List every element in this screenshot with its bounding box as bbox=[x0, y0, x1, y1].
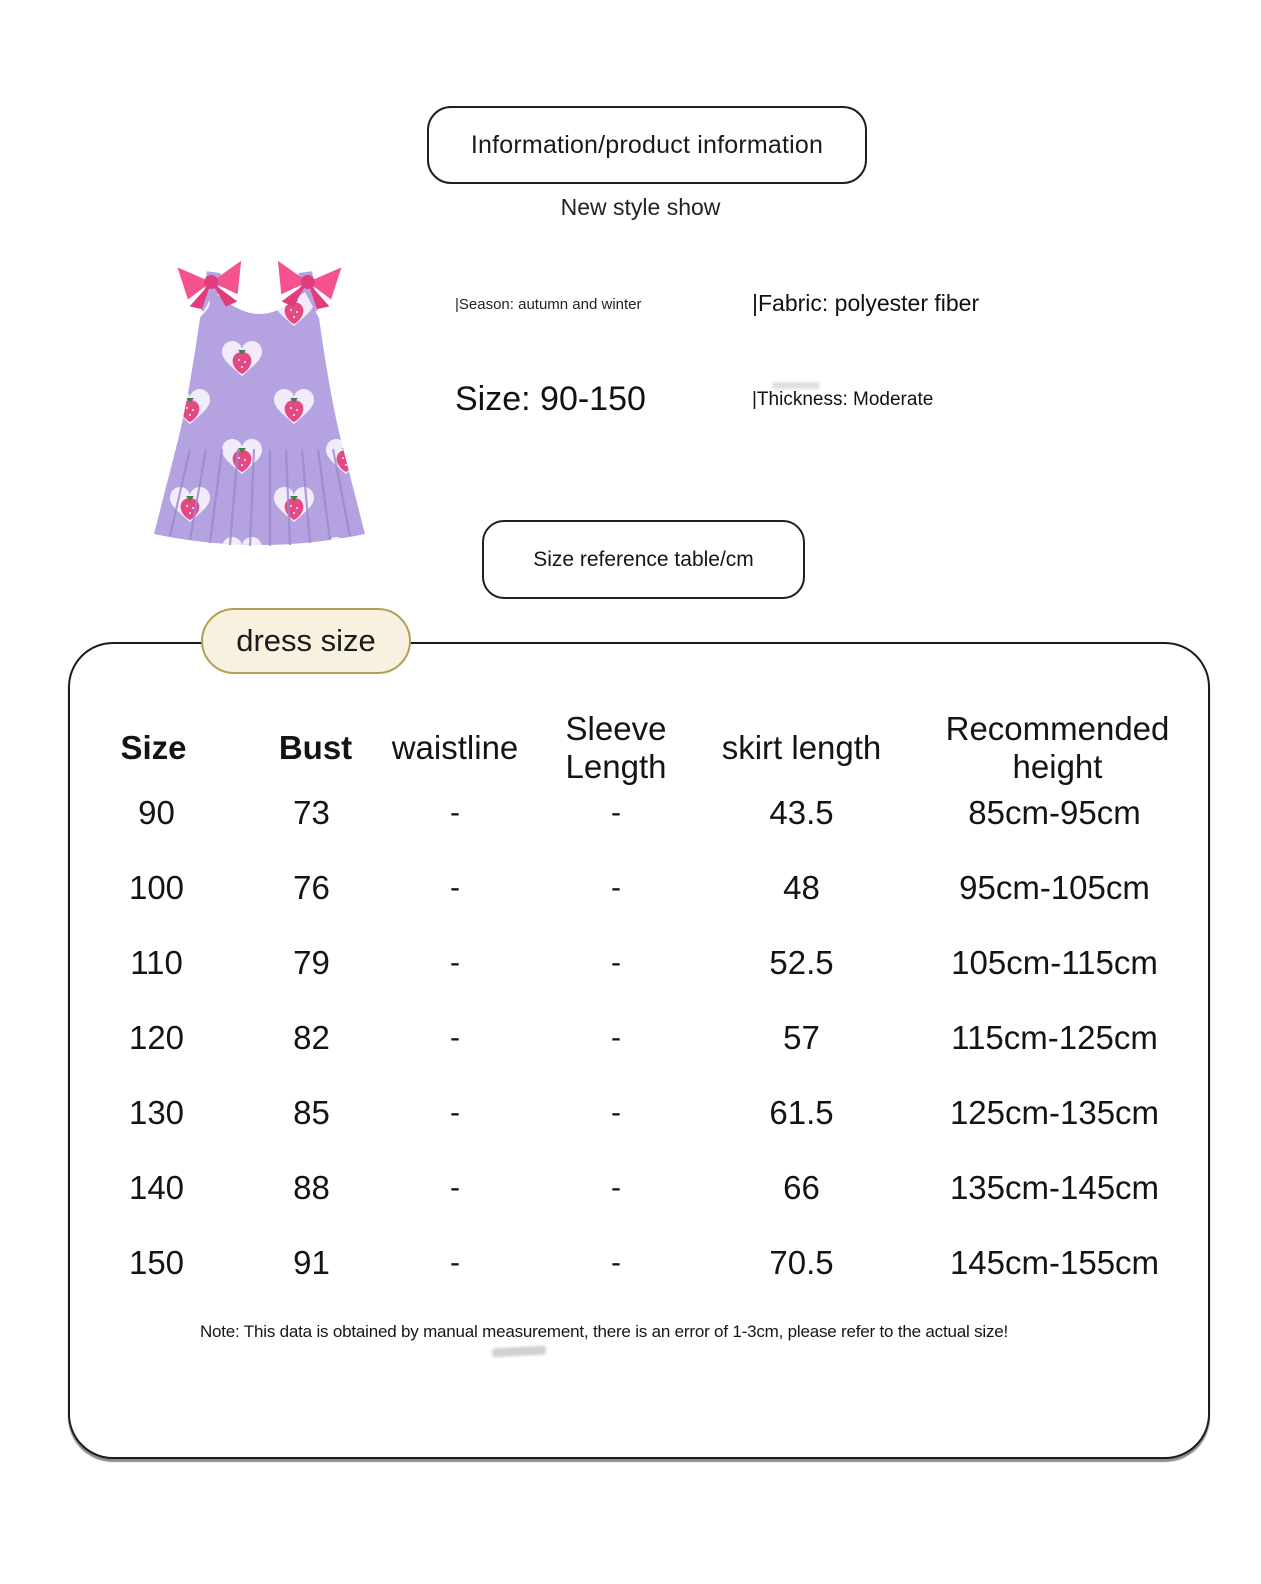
cell-size: 110 bbox=[130, 943, 183, 981]
cell-bust: 82 bbox=[293, 1018, 330, 1056]
cell-skirt-length: 61.5 bbox=[769, 1093, 834, 1131]
size-table-body bbox=[70, 775, 1208, 1300]
cell-recommended-height: 95cm-105cm bbox=[959, 868, 1150, 906]
cell-sleeve-length: - bbox=[611, 1020, 621, 1054]
cell-recommended-height: 145cm-155cm bbox=[949, 1243, 1160, 1281]
measurement-note: Note: This data is obtained by manual measurement, there is an error of 1-3cm, please refer to the actual size! bbox=[199, 1322, 1009, 1341]
cell-waistline: - bbox=[450, 1095, 460, 1129]
cell-recommended-height: 85cm-95cm bbox=[968, 793, 1141, 831]
table-row-size-130 bbox=[70, 1075, 1208, 1150]
information-banner-button[interactable]: Information/product information bbox=[427, 106, 867, 184]
cell-size: 90 bbox=[138, 793, 175, 831]
fabric-attribute: |Fabric: polyester fiber bbox=[752, 290, 980, 316]
cell-waistline: - bbox=[450, 1245, 460, 1279]
column-header-size: Size bbox=[120, 729, 187, 766]
column-header-skirt-length: skirt length bbox=[721, 729, 882, 766]
cell-skirt-length: 66 bbox=[783, 1168, 820, 1206]
cell-size: 150 bbox=[128, 1243, 185, 1281]
cell-bust: 88 bbox=[293, 1168, 330, 1206]
size-table-card bbox=[68, 642, 1210, 1459]
table-row-size-90 bbox=[70, 775, 1208, 850]
new-style-show-subtitle: New style show bbox=[560, 194, 721, 220]
scan-artifact-smudge bbox=[772, 382, 820, 389]
cell-bust: 79 bbox=[293, 943, 330, 981]
cell-sleeve-length: - bbox=[611, 795, 621, 829]
size-range-attribute: Size: 90-150 bbox=[455, 380, 646, 418]
size-reference-button[interactable]: Size reference table/cm bbox=[482, 520, 805, 599]
cell-bust: 85 bbox=[293, 1093, 330, 1131]
cell-size: 130 bbox=[128, 1093, 185, 1131]
tab-dress-size[interactable]: dress size bbox=[201, 608, 411, 674]
cell-skirt-length: 52.5 bbox=[769, 943, 834, 981]
cell-skirt-length: 70.5 bbox=[769, 1243, 834, 1281]
cell-sleeve-length: - bbox=[611, 870, 621, 904]
size-table-header-row bbox=[70, 710, 1208, 785]
thickness-attribute: |Thickness: Moderate bbox=[752, 389, 934, 410]
cell-waistline: - bbox=[450, 945, 460, 979]
table-row-size-100 bbox=[70, 850, 1208, 925]
table-row-size-110 bbox=[70, 925, 1208, 1000]
cell-waistline: - bbox=[450, 1170, 460, 1204]
column-header-recommended-height: Recommended height bbox=[945, 710, 1170, 785]
cell-recommended-height: 135cm-145cm bbox=[949, 1168, 1160, 1206]
cell-sleeve-length: - bbox=[611, 1170, 621, 1204]
cell-sleeve-length: - bbox=[611, 945, 621, 979]
table-row-size-120 bbox=[70, 1000, 1208, 1075]
table-row-size-140 bbox=[70, 1150, 1208, 1225]
cell-sleeve-length: - bbox=[611, 1095, 621, 1129]
cell-waistline: - bbox=[450, 870, 460, 904]
purple-strawberry-dress-icon bbox=[112, 238, 407, 560]
cell-sleeve-length: - bbox=[611, 1245, 621, 1279]
cell-waistline: - bbox=[450, 1020, 460, 1054]
cell-skirt-length: 48 bbox=[783, 868, 820, 906]
cell-skirt-length: 43.5 bbox=[769, 793, 834, 831]
cell-size: 100 bbox=[128, 868, 185, 906]
cell-recommended-height: 105cm-115cm bbox=[951, 943, 1158, 981]
season-attribute: |Season: autumn and winter bbox=[455, 296, 642, 313]
cell-recommended-height: 115cm-125cm bbox=[951, 1018, 1158, 1056]
column-header-bust: Bust bbox=[278, 729, 353, 766]
product-image-dress bbox=[112, 238, 407, 560]
cell-bust: 91 bbox=[293, 1243, 330, 1281]
cell-size: 140 bbox=[128, 1168, 185, 1206]
cell-size: 120 bbox=[128, 1018, 185, 1056]
cell-recommended-height: 125cm-135cm bbox=[949, 1093, 1160, 1131]
table-row-size-150 bbox=[70, 1225, 1208, 1300]
cell-skirt-length: 57 bbox=[783, 1018, 820, 1056]
cell-bust: 76 bbox=[293, 868, 330, 906]
cell-bust: 73 bbox=[293, 793, 330, 831]
column-header-waistline: waistline bbox=[391, 729, 519, 766]
cell-waistline: - bbox=[450, 795, 460, 829]
column-header-sleeve-length: Sleeve Length bbox=[565, 710, 667, 785]
